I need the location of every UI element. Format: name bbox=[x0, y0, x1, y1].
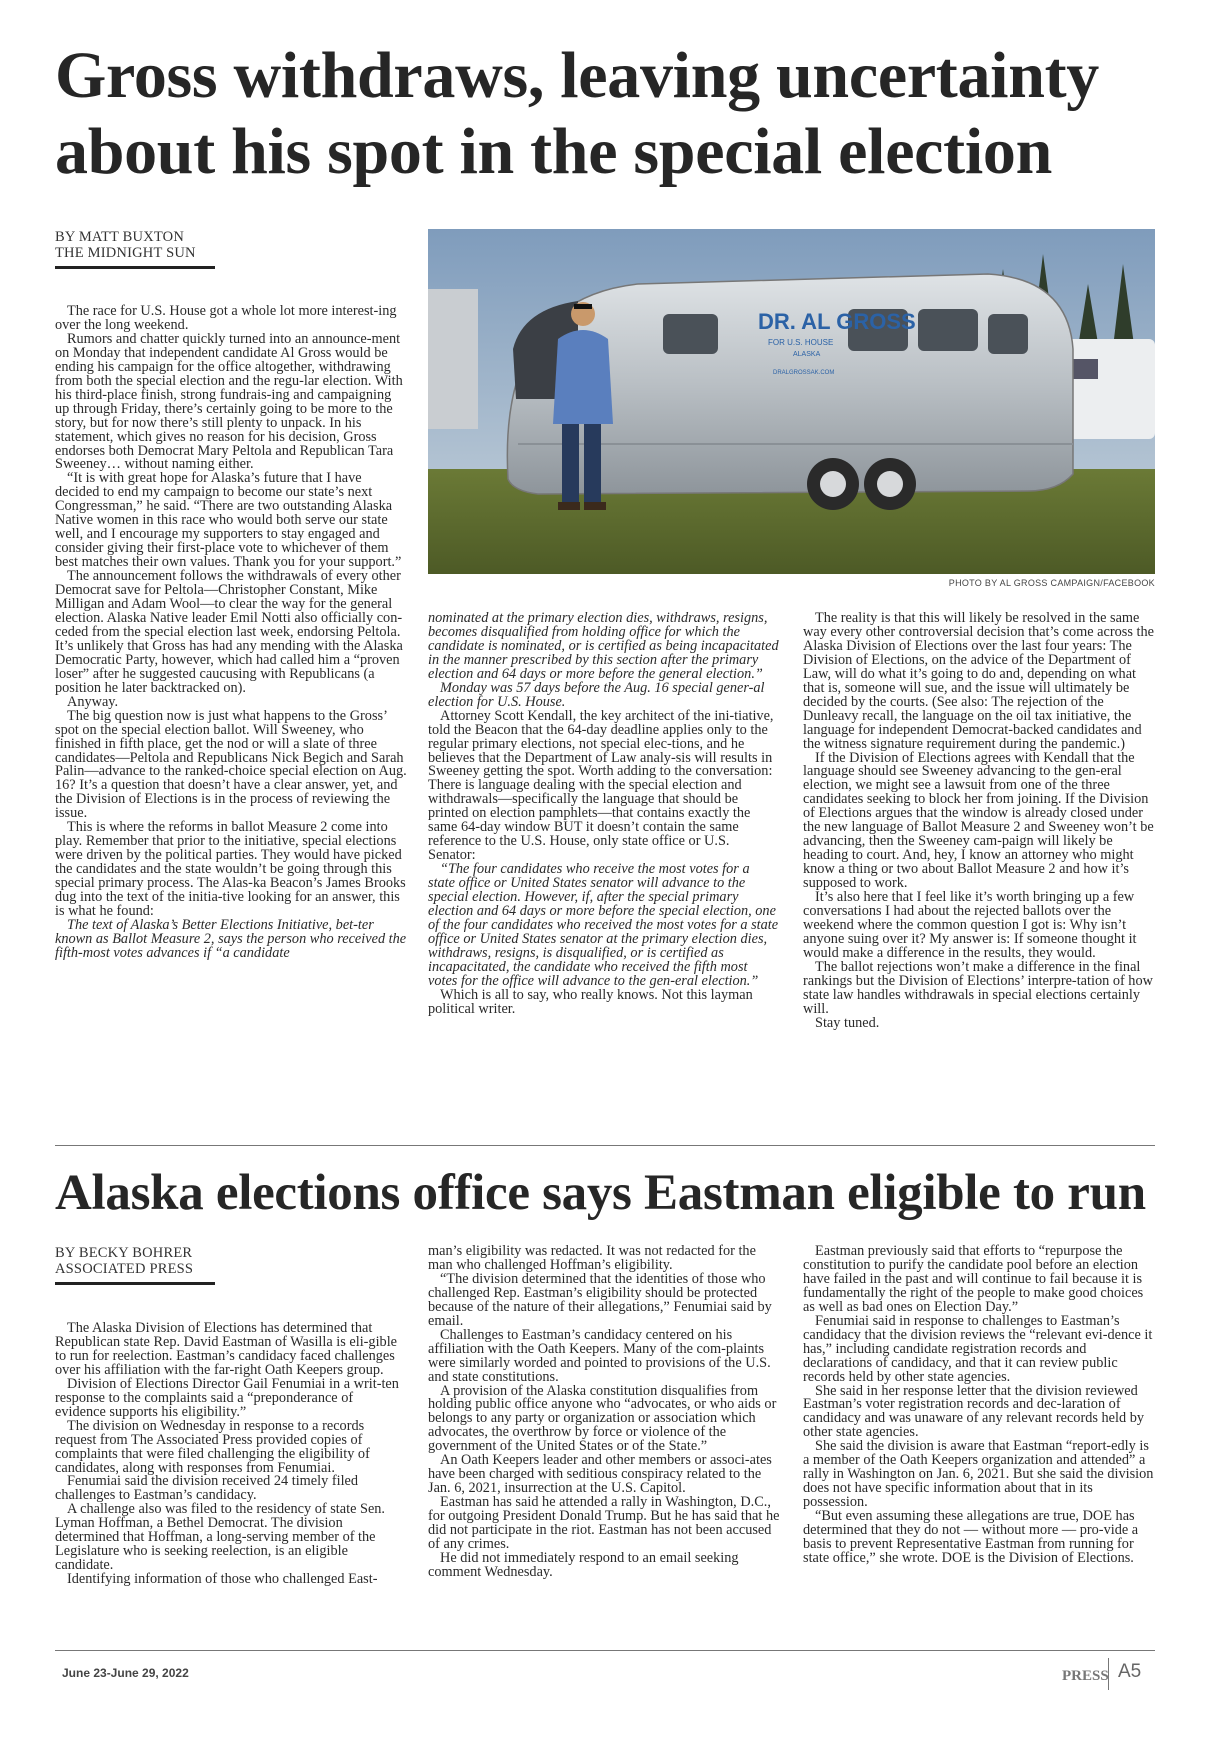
article1-byline bbox=[55, 229, 215, 269]
paragraph: Eastman has said he attended a rally in Washington, D.C., for outgoing President Donald Trump. But he has said that he did not participate in the riot. Eastman has not been accused of any crimes. bbox=[428, 1494, 780, 1553]
paragraph: Challenges to Eastman’s candidacy centered on his affiliation with the Oath Keepers. Many of the com-plaints were similarly worded and pointed to provisions of the U.S. and state constitutions. bbox=[428, 1326, 771, 1385]
paragraph: The big question now is just what happens to the Gross’ spot on the special election ballot. Will Sweeney, who finished in fifth place, get the nod or will a slate of three candidates—Peltola and Republicans Nick Begich and Sarah Palin—advance to the ranked-choice special election on Aug. 16? It’s a question that doesn’t have a clear answer, yet, and the Division of Elections is in the process of reviewing the issue. bbox=[55, 707, 407, 822]
byline-author: BY BECKY BOHRER bbox=[55, 1245, 193, 1261]
article2-column-1 bbox=[55, 1322, 407, 1642]
paragraph: “The division determined that the identities of those who challenged Rep. Eastman’s eligibility should be protected because of the nature of their allegations,” Fenumiai said by email. bbox=[428, 1270, 772, 1329]
press-logo-icon bbox=[1062, 1662, 1109, 1684]
paragraph: It’s also here that I feel like it’s worth bringing up a few conversations I had about the rejected ballots over the weekend where the common question I got is: Why isn’t anyone suing over it? My answer is: If someone thought it would make a difference in the results, they would. bbox=[803, 889, 1137, 961]
paragraph: The announcement follows the withdrawals of every other Democrat save for Peltola—Christopher Constant, Mike Milligan and Adam Wool—to clear the way for the general election. Alaska Native leader Emil Notti also officially con-ceded from the special election last week, endorsing Peltola. It’s unlikely that Gross has had any mending with the Alaska Democratic Party, however, which had called him a “proven loser” after he suggested caucusing with Republicans (a position he later backtracked on). bbox=[55, 568, 403, 696]
trailer-sign-name: DR. AL GROSS bbox=[758, 309, 916, 334]
paragraph: Stay tuned. bbox=[815, 1014, 880, 1031]
page-number: A5 bbox=[1118, 1661, 1142, 1682]
byline-outlet: ASSOCIATED PRESS bbox=[55, 1261, 194, 1277]
paragraph: The text of Alaska’s Better Elections Initiative, bet-ter known as Ballot Measure 2, says the person who received the fifth-most votes advances if “a candidate bbox=[55, 916, 407, 961]
trailer-sign-office: FOR U.S. HOUSE bbox=[768, 338, 834, 347]
paragraph: nominated at the primary election dies, withdraws, resigns, becomes disqualified from holding office for which the candidate is nominated, or is certified as being incapacitated in the manner prescribed by this section after the primary election and 64 days or more before the general election.” bbox=[428, 610, 779, 682]
paragraph: “The four candidates who receive the most votes for a state office or United States senator will advance to the special election. However, if, after the special primary election and 64 days or more before the special election, one of the four candidates who received the most votes for a state office or United States senator at the primary election dies, withdraws, resigns, is disqualified, or is certified as incapacitated, the candidate who received the fifth most votes for the office will advance to the gen-eral election.” bbox=[428, 861, 779, 989]
paragraph: Which is all to say, who really knows. Not this layman political writer. bbox=[428, 986, 753, 1017]
paragraph: He did not immediately respond to an email seeking comment Wednesday. bbox=[428, 1549, 739, 1580]
press-logo-text: PRESS bbox=[1062, 1668, 1109, 1684]
paragraph: man’s eligibility was redacted. It was not redacted for the man who challenged Hoffman’s eligibility. bbox=[428, 1243, 756, 1273]
airstream-trailer-photo bbox=[428, 229, 1155, 574]
paragraph: “It is with great hope for Alaska’s future that I have decided to end my campaign to become our state’s next Congressman,” he said. “There are two outstanding Alaska Native women in this race who would both serve our state well, and I encourage my supporters to stay engaged and consider giving their first-place vote to whichever of them best matches their own values. Thank you for your support.” bbox=[55, 470, 402, 571]
paragraph: Fenumiai said the division received 24 timely filed challenges to Eastman’s candidacy. bbox=[55, 1473, 359, 1504]
footer-rule bbox=[55, 1650, 1155, 1651]
paragraph: The Alaska Division of Elections has determined that Republican state Rep. David Eastman of Wasilla is eli-gible to run for reelection. Eastman’s candidacy faced challenges over his affiliation with the far-right Oath Keepers group. bbox=[55, 1320, 398, 1378]
article2-column-2 bbox=[428, 1245, 780, 1645]
article1-headline: Gross withdraws, leaving uncertainty about his spot in the special election bbox=[55, 39, 1100, 188]
paragraph: Division of Elections Director Gail Fenumiai in a writ-ten response to the complaints said a “preponderance of evidence supports his eligibility.” bbox=[55, 1375, 399, 1420]
byline-outlet: THE MIDNIGHT SUN bbox=[55, 245, 196, 261]
paragraph: This is where the reforms in ballot Measure 2 come into play. Remember that prior to the initiative, special elections were driven by the political parties. They would have picked the candidates and the state wouldn’t be going through this special primary process. The Alas-ka Beacon’s James Brooks dug into the text of the initia-tive looking for an answer, this is what he found: bbox=[55, 819, 406, 919]
paragraph: Fenumiai said in response to challenges to Eastman’s candidacy that the division reviews the “relevant evi-dence it has,” including candidate registration records and declarations of candidacy, and that it can review public records held by other state agencies. bbox=[803, 1312, 1153, 1385]
trailer-sign-state: ALASKA bbox=[793, 351, 821, 358]
byline-rule bbox=[55, 1282, 215, 1285]
paragraph: Identifying information of those who challenged East- bbox=[67, 1571, 378, 1588]
article2-byline bbox=[55, 1245, 215, 1285]
article1-column-3 bbox=[803, 612, 1155, 1124]
paragraph: The ballot rejections won’t make a difference in the final rankings but the Division of Elections’ interpre-tation of how state law handles withdrawals in special elections certainly will. bbox=[803, 958, 1153, 1017]
paragraph: A provision of the Alaska constitution disqualifies from holding public office anyone who “advocates, or who aids or belongs to any party or organization or association which advocates, the overthrow by force or violence of the government of the United States or of the State.” bbox=[428, 1382, 777, 1455]
paragraph: Eastman previously said that efforts to “repurpose the constitution to purify the candidate pool before an election have failed in the past and will continue to fail because it is fundamentally the right of the people to make good choices as well as bad ones on Election Day.” bbox=[803, 1243, 1144, 1315]
byline-author: BY MATT BUXTON bbox=[55, 229, 185, 245]
paragraph: The race for U.S. House got a whole lot more interest-ing over the long weekend. bbox=[55, 303, 397, 333]
paragraph: She said the division is aware that Eastman “report-edly is a member of the Oath Keepers organization and attended” a rally in Washington on Jan. 6, 2021. But she said the division does not have specific information about that in its possession. bbox=[803, 1438, 1154, 1511]
article2-column-3 bbox=[803, 1245, 1155, 1645]
footer-separator bbox=[1108, 1658, 1109, 1690]
article1-column-1 bbox=[55, 305, 407, 1111]
article-divider bbox=[55, 1145, 1155, 1146]
paragraph: Monday was 57 days before the Aug. 16 special gener-al election for U.S. House. bbox=[428, 679, 765, 710]
trailer-sign-url: DRALGROSSAK.COM bbox=[773, 370, 835, 376]
article1-photo-credit: PHOTO BY AL GROSS CAMPAIGN/FACEBOOK bbox=[948, 578, 1155, 588]
paragraph: “But even assuming these allegations are true, DOE has determined that they do not — without more — pro-vide a basis to prevent Representative Eastman from running for state office,” she wrote. DOE is the Division of Elections. bbox=[803, 1508, 1139, 1566]
paragraph: Attorney Scott Kendall, the key architect of the ini-tiative, told the Beacon that the 64-day deadline applies only to the regular primary elections, not special elec-tions, and he believes that the Department of Law analy-sis will results in Sweeney getting the spot. Worth adding to the conversation: There is language dealing with the special election and withdrawals—specifically the language that should be printed on election pamphlets—that contains exactly the same 64-day window BUT it doesn’t contain the same reference to the U.S. House, only state office or U.S. Senator: bbox=[428, 707, 774, 864]
paragraph: The division on Wednesday in response to a records request from The Associated Press provided copies of complaints that were filed challenging the eligibility of candidates, along with responses from Fenumiai. bbox=[55, 1417, 370, 1476]
footer-date: June 23-June 29, 2022 bbox=[62, 1666, 189, 1680]
paragraph: Anyway. bbox=[67, 693, 119, 710]
article1-photo bbox=[428, 229, 1155, 574]
article1-column-2 bbox=[428, 612, 780, 1124]
paragraph: The reality is that this will likely be resolved in the same way every other controversial decision that’s come across the Alaska Division of Elections over the last four years: The Division of Elections, on the advice of the Department of Law, will do what it’s going to do and, depending on what that is, someone will sue, and the issue will ultimately be decided by the courts. (See also: The rejection of the Dunleavy recall, the language on the oil tax initiative, the language for independent Democrat-backed candidates and the witness signature requirement during the pandemic.) bbox=[803, 610, 1154, 752]
paragraph: She said in her response letter that the division reviewed Eastman’s voter registration records and dec-laration of candidacy and was unaware of any relevant records held by other state agencies. bbox=[803, 1382, 1144, 1441]
paragraph: An Oath Keepers leader and other members or associ-ates have been charged with seditious conspiracy related to the Jan. 6, 2021, insurrection at the U.S. Capitol. bbox=[428, 1452, 772, 1497]
paragraph: If the Division of Elections agrees with Kendall that the language should see Sweeney advancing to the gen-eral election, we might see a lawsuit from one of the three candidates seeking to block her from joining. If the Division of Elections argues that the window is already closed under the new language of Ballot Measure 2 and Sweeney won’t be advancing, then the Sweeney cam-paign will likely be heading to court. And, hey, I know an attorney who might know a thing or two about Ballot Measure 2 and how it’s supposed to work. bbox=[803, 749, 1154, 892]
paragraph: Rumors and chatter quickly turned into an announce-ment on Monday that independent candidate Al Gross would be ending his campaign for the office altogether, withdrawing from both the special election and the regu-lar election. With his third-place finish, strong fundrais-ing and campaigning up through Friday, there’s certainly going to be more to the story, but for now there’s still plenty to unpack. In his statement, which gives no reason for his decision, Gross endorses both Democrat Mary Peltola and Republican Tara Sweeney… without naming either. bbox=[55, 330, 403, 473]
byline-rule bbox=[55, 266, 215, 269]
article2-headline: Alaska elections office says Eastman eligible to run bbox=[55, 1165, 1146, 1221]
paragraph: A challenge also was filed to the residency of state Sen. Lyman Hoffman, a Bethel Democrat. The division determined that Hoffman, a long-serving member of the Legislature who is seeking reelection, is an eligible candidate. bbox=[55, 1501, 386, 1574]
